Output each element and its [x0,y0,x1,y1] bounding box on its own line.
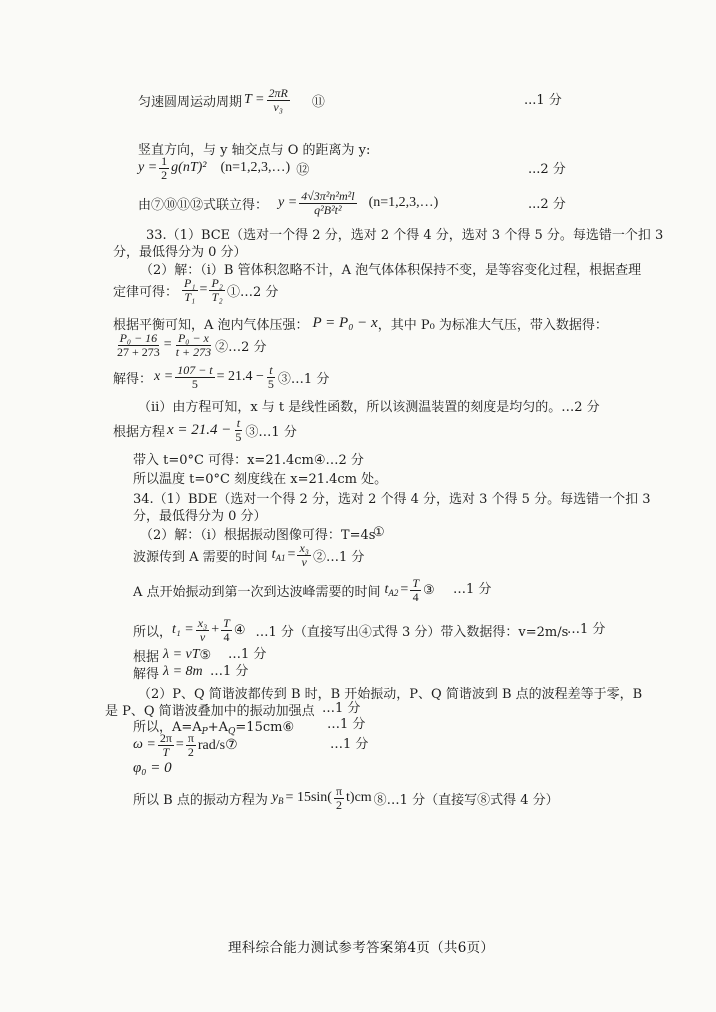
fraction-denominator: q²B²t² [314,202,342,217]
score-label: …1 分 [327,717,366,732]
fraction-numerator: T [412,575,420,590]
travel-time-label: 波源传到 A 需要的时间 [133,549,268,565]
q33-part1-text-cont: 分，最低得分为 0 分） [113,244,247,260]
t-over-5-fraction [233,417,243,444]
q34-part1-text: 34.（1）BDE（选对一个得 2 分，选对 2 个得 4 分，选对 3 个得 5 分。每选错一个扣 3 [133,491,651,507]
fraction-numerator: x₃ [197,615,208,630]
conclusion-text: 所以温度 t=0°C 刻度线在 x=21.4cm 处。 [133,471,388,487]
q33-part1-line1 [146,224,663,242]
travel-time-line [133,540,365,569]
y-var: y [271,790,279,805]
y-b-symbol [272,790,284,806]
charles-law-line [113,275,279,304]
fraction-numerator: x₃ [299,540,309,555]
wavelength-value: λ = 8m [163,664,203,679]
balance-line [113,314,608,332]
subscript: B [278,796,284,806]
y-lhs: y = [278,195,298,210]
fraction-denominator: 2 [335,797,342,812]
q33-part-ii-line [138,396,600,414]
fraction-denominator: 4 [412,589,419,604]
wavelength-result-line [133,663,203,681]
fraction-numerator: 107 − t [177,362,213,377]
subscript: Q [228,726,236,737]
fraction-numerator: P₀ − x [177,330,209,345]
fraction-denominator: 4 [223,629,230,644]
equation-line [113,415,297,444]
omega-line [133,730,238,759]
t1-lhs: t₁ = [172,622,194,637]
equals-sign: = [400,582,409,597]
q33-part1-line2 [113,241,247,259]
combined-result-line [138,188,439,217]
q34-part2-text-cont: 是 P、Q 简谐波叠加中的振动加强点 [105,703,315,719]
fraction-denominator: T [162,744,170,759]
fraction-denominator: T₁ [184,289,196,304]
fraction-denominator: 2 [187,744,194,759]
t-over-4-fraction [410,577,421,604]
fraction-numerator: T [223,615,230,630]
fraction-denominator: v [301,554,307,569]
vibration-label: 所以 B 点的振动方程为 [133,792,268,808]
q34-part1-line1 [133,488,651,506]
q34-period-line [140,524,375,542]
solve-label: 解得： [113,371,153,387]
q33-part2-intro-text: （2）解：（i）B 管体积忽略不计，A 泡气体体积保持不变，是等容变化过程，根据查理 [140,262,642,278]
pressure-equation: P = P₀ − x [312,314,378,331]
equals-sign: = [287,547,296,562]
half-fraction [159,155,169,182]
p2-t2-fraction [209,277,225,304]
vibration-expression-end: t)cm [346,790,372,805]
vertical-text: 竖直方向，与 y 轴交点与 O 的距离为 y: [138,142,371,158]
balance-text-cont: ，其中 P₀ 为标准大气压，带入数据得： [377,317,608,333]
equals-sign: = [175,737,184,752]
wavelength-equation: λ = vT [163,647,200,662]
score-label: …1 分 [228,647,267,662]
equation-number: ⑪ [311,94,325,110]
period-lhs: T = [244,92,265,107]
q34-part2-text: （2）P、Q 简谐波都传到 B 时，B 开始振动，P、Q 简谐波到 B 点的波程差等于零，B [138,686,643,702]
subscript: A1 [275,553,286,563]
score-label: …1 分 [322,701,361,716]
p1-t1-fraction [182,277,198,304]
equation-tail: ②…2 分 [215,339,267,355]
fraction-denominator: v₃ [273,99,283,114]
initial-state-fraction [115,332,162,359]
amplitude-part: =15cm⑥ [235,719,295,735]
omega-lhs: ω = [133,737,156,752]
fraction-denominator: T₂ [211,289,223,304]
pi-over-2-fraction [186,732,196,759]
fraction-numerator: P₂ [211,275,223,290]
n-condition: (n=1,2,3,…) [368,195,439,210]
amplitude-part: +A [207,719,229,735]
equation-tail: ③…1 分 [277,371,330,387]
q34-part1-text-cont: 分，最低得分为 0 分） [133,508,267,524]
total-time-line [133,615,569,644]
vibration-expression: = 15sin( [285,790,332,805]
x-middle: = 21.4 − [216,369,264,384]
phase-equation: φ₀ = 0 [133,759,172,776]
combined-label: 由⑦⑩⑪⑫式联立得： [138,197,269,213]
score-label: ...2 分 [528,162,566,177]
y-formula-line [138,153,310,182]
equation-tail: ③…1 分 [245,424,297,440]
equation-tail: ①…2 分 [226,284,279,300]
peak-time-line [133,575,435,604]
score-label: ...2 分 [528,197,566,212]
fraction-numerator: P₁ [184,275,196,290]
subscript: P [201,726,208,737]
y-result-fraction [299,190,356,217]
x3-over-v-fraction [297,542,311,569]
conclusion-line [133,468,387,486]
substitution-line [113,330,267,359]
score-label: …1 分 [210,664,249,679]
fraction-denominator: 5 [235,429,242,444]
t-a2-symbol [385,582,399,598]
peak-time-label: A 点开始振动到第一次到达波峰需要的时间 [133,584,381,600]
page-footer: 理科综合能力测试参考答案第4页（共6页） [228,940,495,956]
equation-tail: ⑧…1 分（直接写⑧式得 4 分） [373,792,559,808]
final-state-fraction [174,332,213,359]
fraction-denominator: 5 [191,376,198,391]
vibration-equation-line [133,783,559,812]
total-time-tail: …1 分（直接写出④式得 3 分）带入数据得：v=2m/s [255,624,569,640]
fraction-denominator: v [199,629,206,644]
fraction-numerator: t [236,415,241,430]
y-lhs: y = [138,160,158,175]
y-rhs: g(nT)² [171,160,207,175]
charles-label: 定律可得： [113,284,179,300]
fraction-numerator: 1 [161,153,168,168]
omega-unit: rad/s⑦ [197,737,238,753]
x-expression: x = 21.4 − [167,421,232,438]
q34-part2-line1 [138,683,642,701]
q33-part-ii-text: （ii）由方程可知，x 与 t 是线性函数，所以该测温装置的刻度是均匀的。…2 分 [138,399,600,415]
fraction-numerator: t [269,362,273,377]
fraction-denominator: 5 [267,376,274,391]
equation-number: ① [373,525,385,540]
fraction-denominator: t + 273 [175,344,212,359]
equation-tail: ②…1 分 [312,549,365,565]
t-var: t [271,547,276,562]
x-fraction [175,364,214,391]
wavelength-label: 根据 [133,649,160,665]
equals-sign: = [163,337,172,352]
phase-line [133,759,172,777]
t-over-5-fraction [266,364,276,391]
q34-part1-line2 [133,505,267,523]
fraction-numerator: π [335,783,343,798]
subscript: A2 [388,588,399,598]
equation-label: 根据方程 [113,424,166,440]
period-fraction [267,87,290,114]
t-var: t [384,582,389,597]
q33-part2-intro [140,259,641,277]
x-lhs: x = [154,369,174,384]
score-label: …1 分 [453,582,492,597]
n-condition: (n=1,2,3,…) [220,160,291,175]
score-label: …1 分 [567,622,606,637]
fraction-numerator: 2π [159,730,172,745]
vertical-direction-line [138,139,370,157]
score-label: ...1 分 [524,93,562,108]
equation-number: ③ [423,582,435,598]
pi-over-2-fraction [334,785,344,812]
wavelength-line [133,646,211,664]
equation-number: ④ [233,622,246,638]
zero-degree-line [133,449,364,467]
two-pi-over-t-fraction [158,732,174,759]
total-time-label: 所以， [133,624,173,640]
equation-number: ⑤ [199,647,212,663]
t-a1-symbol [272,547,286,563]
t-over-4-fraction [221,617,232,644]
fraction-denominator: 27 + 273 [117,344,160,359]
fraction-numerator: π [187,730,194,745]
score-label: …1 分 [330,737,369,752]
equals-sign: = [199,282,208,297]
period-formula-line [138,85,325,114]
q34-period-text: （2）解：（i）根据振动图像可得：T=4s [140,527,376,543]
equation-number: ⑫ [296,162,310,178]
period-label: 匀速圆周运动周期 [138,94,243,110]
balance-text: 根据平衡可知，A 泡内气体压强： [113,317,309,333]
amplitude-part: 所以，A=A [133,719,202,735]
fraction-numerator: P₀ − 16 [119,330,158,345]
zero-degree-text: 带入 t=0°C 可得：x=21.4cm④…2 分 [133,452,364,468]
fraction-numerator: 2πR [268,85,288,100]
fraction-denominator: 2 [161,167,168,182]
wavelength-result-label: 解得 [133,666,160,682]
fraction-numerator: 4√3π²n²m²l [301,188,355,203]
q33-part1-text: 33.（1）BCE（选对一个得 2 分，选对 2 个得 4 分，选对 3 个得 5 分。每选错一个扣 3 [146,227,664,243]
plus-sign: + [211,622,220,637]
solve-line [113,362,330,391]
x3-over-v-fraction [196,617,210,644]
